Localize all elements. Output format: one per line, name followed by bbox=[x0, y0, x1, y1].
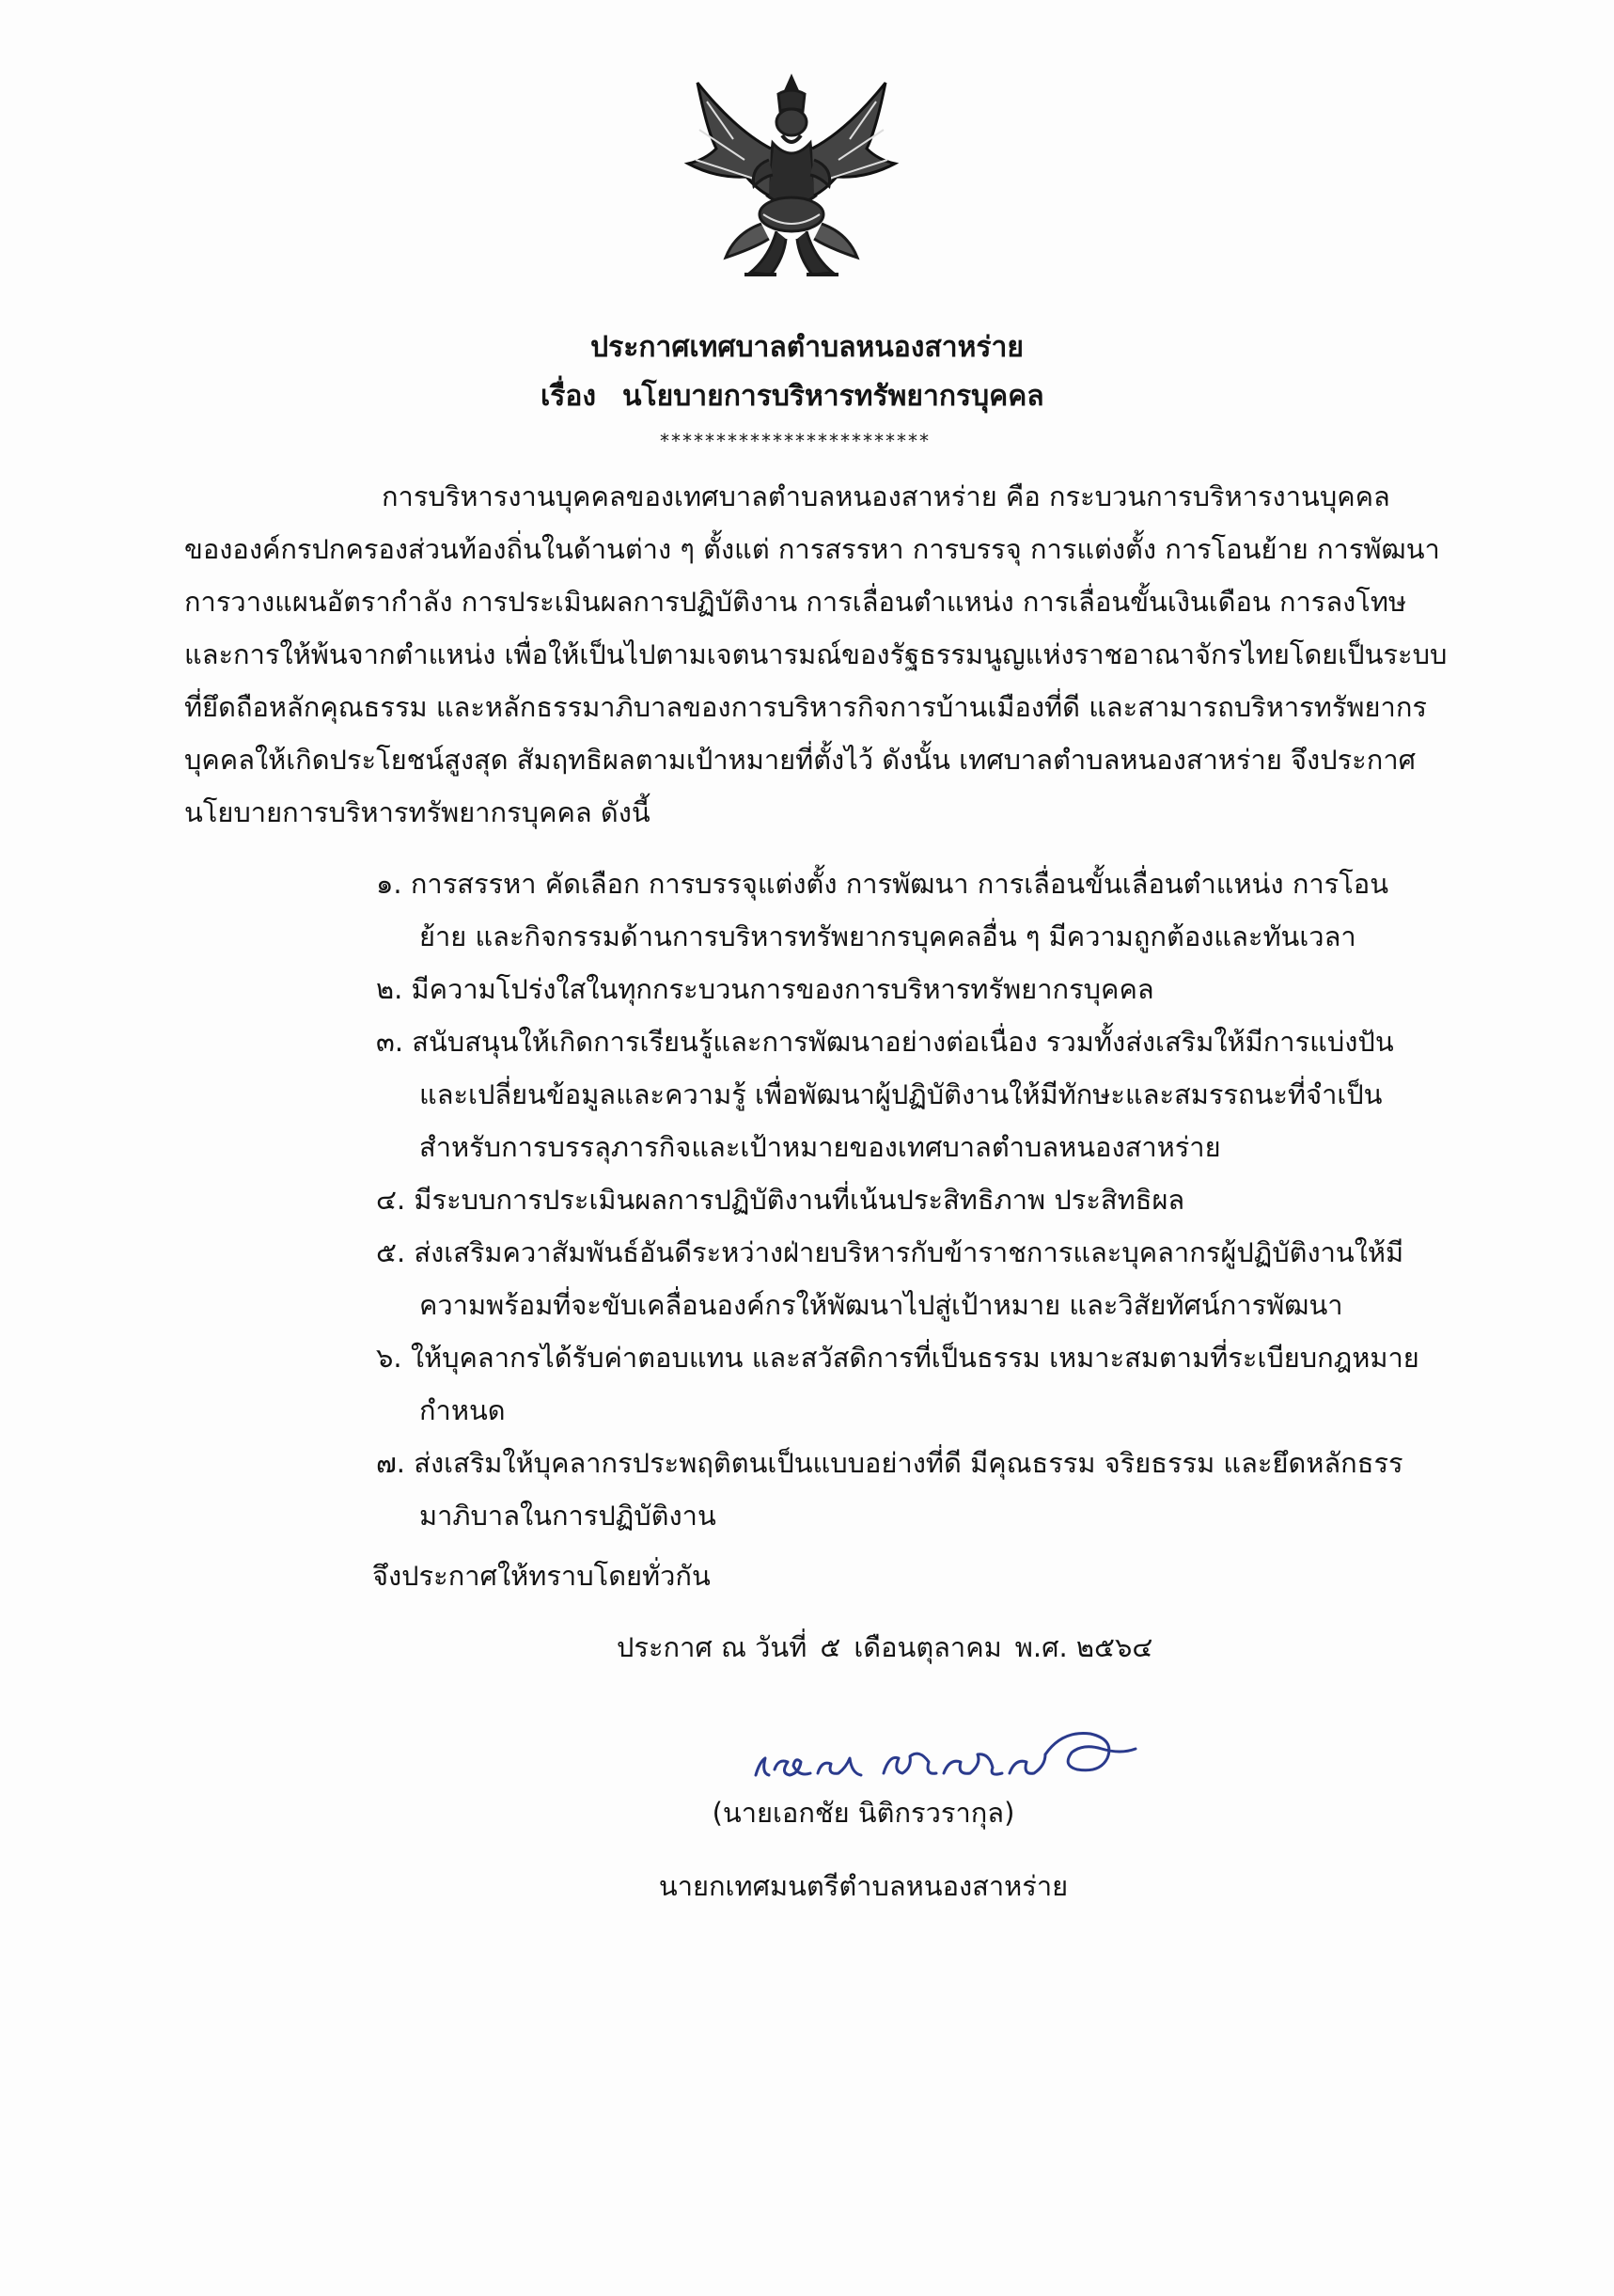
policy-item-1-cont: ย้าย และกิจกรรมด้านการบริหารทรัพยากรบุคคลอื่น ๆ มีความถูกต้องและทันเวลา bbox=[419, 920, 1356, 952]
announcement-title: ประกาศเทศบาลตำบลหนองสาหร่าย bbox=[590, 331, 1024, 364]
body-line: และการให้พ้นจากตำแหน่ง เพื่อให้เป็นไปตามเจตนารมณ์ของรัฐธรรมนูญแห่งราชอาณาจักรไทยโดยเป็นระบบ bbox=[184, 638, 1448, 670]
date-month: เดือนตุลาคม bbox=[854, 1631, 1002, 1663]
date-prefix: ประกาศ ณ วันที่ bbox=[617, 1631, 807, 1663]
policy-item-4: ๔. มีระบบการประเมินผลการปฏิบัติงานที่เน้นประสิทธิภาพ ประสิทธิผล bbox=[376, 1184, 1185, 1216]
policy-item-6-cont: กำหนด bbox=[419, 1394, 506, 1426]
policy-item-6: ๖. ให้บุคลากรได้รับค่าตอบแทน และสวัสดิการที่เป็นธรรม เหมาะสมตามที่ระเบียบกฎหมาย bbox=[376, 1342, 1419, 1374]
garuda-emblem-icon bbox=[679, 73, 904, 282]
policy-item-3-cont: และเปลี่ยนข้อมูลและความรู้ เพื่อพัฒนาผู้ปฏิบัติงานให้มีทักษะและสมรรถนะที่จำเป็น bbox=[419, 1078, 1383, 1110]
body-line: บุคคลให้เกิดประโยชน์สูงสุด สัมฤทธิผลตามเป้าหมายที่ตั้งไว้ ดังนั้น เทศบาลตำบลหนองสาหร่าย จึงประกาศ bbox=[184, 744, 1417, 776]
body-line: ที่ยึดถือหลักคุณธรรม และหลักธรรมาภิบาลของการบริหารกิจการบ้านเมืองที่ดี และสามารถบริหารทรัพยากร bbox=[184, 691, 1427, 723]
policy-item-5: ๕. ส่งเสริมควาสัมพันธ์อันดีระหว่างฝ่ายบริหารกับข้าราชการและบุคลากรผู้ปฏิบัติงานให้มี bbox=[376, 1236, 1404, 1268]
signer-name: (นายเอกชัย นิติกรวรากุล) bbox=[712, 1797, 1015, 1829]
policy-item-3-cont: สำหรับการบรรลุภารกิจและเป้าหมายของเทศบาลตำบลหนองสาหร่าย bbox=[419, 1131, 1221, 1163]
body-line: นโยบายการบริหารทรัพยากรบุคคล ดังนี้ bbox=[184, 796, 650, 828]
body-line: การวางแผนอัตรากำลัง การประเมินผลการปฏิบัติงาน การเลื่อนตำแหน่ง การเลื่อนขั้นเงินเดือน การลงโทษ bbox=[184, 586, 1407, 618]
date-year: พ.ศ. ๒๕๖๔ bbox=[1014, 1631, 1153, 1663]
subject-row bbox=[541, 378, 1044, 416]
handwritten-signature bbox=[752, 1721, 1166, 1796]
subject-label: เรื่อง bbox=[541, 380, 597, 413]
policy-item-3: ๓. สนับสนุนให้เกิดการเรียนรู้และการพัฒนาอย่างต่อเนื่อง รวมทั้งส่งเสริมให้มีการแบ่งปัน bbox=[376, 1026, 1394, 1058]
body-line: การบริหารงานบุคคลของเทศบาลตำบลหนองสาหร่าย คือ กระบวนการบริหารงานบุคคล bbox=[382, 480, 1390, 512]
policy-item-7-cont: มาภิบาลในการปฏิบัติงาน bbox=[419, 1500, 716, 1532]
date-day: ๕ bbox=[820, 1631, 841, 1663]
policy-item-5-cont: ความพร้อมที่จะขับเคลื่อนองค์กรให้พัฒนาไปสู่เป้าหมาย และวิสัยทัศน์การพัฒนา bbox=[419, 1289, 1343, 1321]
closing-text: จึงประกาศให้ทราบโดยทั่วกัน bbox=[372, 1560, 711, 1592]
policy-item-2: ๒. มีความโปร่งใสในทุกกระบวนการของการบริหารทรัพยากรบุคคล bbox=[376, 973, 1154, 1005]
policy-item-1: ๑. การสรรหา คัดเลือก การบรรจุแต่งตั้ง การพัฒนา การเลื่อนขั้นเลื่อนตำแหน่ง การโอน bbox=[376, 868, 1389, 900]
title-separator: ************************ bbox=[660, 430, 931, 452]
subject-text: นโยบายการบริหารทรัพยากรบุคคล bbox=[622, 380, 1044, 413]
body-line: ขององค์กรปกครองส่วนท้องถิ่นในด้านต่าง ๆ ตั้งแต่ การสรรหา การบรรจุ การแต่งตั้ง การโอนย้าย การพัฒนา bbox=[184, 533, 1440, 565]
policy-item-7: ๗. ส่งเสริมให้บุคลากรประพฤติตนเป็นแบบอย่างที่ดี มีคุณธรรม จริยธรรม และยึดหลักธรร bbox=[376, 1447, 1403, 1479]
date-line bbox=[617, 1628, 1166, 1666]
signer-position: นายกเทศมนตรีตำบลหนองสาหร่าย bbox=[658, 1870, 1069, 1902]
